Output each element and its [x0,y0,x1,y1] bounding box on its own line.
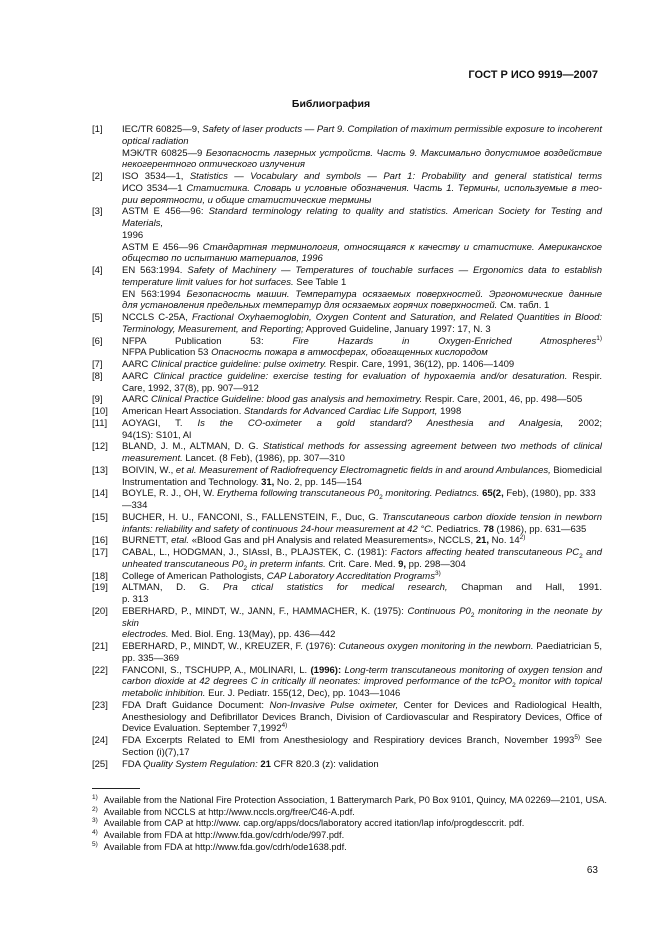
reference-text: некогерентного оптического излучения [122,159,305,171]
reference-text: Terminology, Measurement, and Reporting; [122,323,304,335]
reference-text: electrodes. [122,629,169,641]
reference-line [122,324,602,336]
reference-line [122,582,602,594]
reference-text: ISO 3534—1, [122,171,190,182]
reference-text: See Table 1 [293,276,347,288]
reference-text: 1996 [122,229,144,241]
reference-text: Section (i)(7),17 [122,746,190,758]
reference-item [92,312,602,336]
footnote-text: Available from CAP at http://www. cap.org/apps/docs/laboratory accred itation/lap info/progdesccrit. pdf. [103,818,525,829]
reference-line [122,547,602,559]
reference-line [122,394,602,406]
reference-text: 94(1S): S101, Al [122,429,192,441]
footnote-mark: 1) [92,794,98,802]
reference-line [122,465,602,477]
reference-text: CABAL, L., HODGMAN, J., SIAssI, B., PLAJSTEK, C. (1981): [122,547,391,558]
reference-text: AARC [122,370,154,382]
reference-line [122,371,602,383]
footnote [92,842,612,854]
reference-text: Standard terminology relating to quality and statistics. American Society for Testing and Materials, [122,206,602,229]
reference-text: 78 [483,523,494,535]
reference-text: Стандартная терминология, относящаяся к качеству и статистике. Американское [202,241,603,253]
reference-text: College of American Pathologists, [122,570,267,582]
reference-text: Fire Hazards in Oxygen-Enriched Atmospheres [292,335,597,347]
reference-line [122,559,602,571]
reference-line [122,594,602,606]
reference-number: [10] [92,406,108,417]
reference-text: Non-Invasive Pulse oximeter, [269,699,399,711]
reference-text: et al. Measurement of Radiofrequency Electromagnetic fields in and around Ambulances, [175,464,551,476]
reference-number: [1] [92,124,103,135]
reference-line [122,289,602,301]
reference-line [122,430,602,442]
reference-item [92,359,602,371]
footnote-mark: 4) [92,828,98,836]
reference-line [122,124,602,136]
reference-number: [14] [92,488,108,500]
reference-line [122,453,602,465]
reference-text: (1986), pp. 631—635 [493,523,587,535]
reference-line [122,723,602,735]
reference-text: Cutaneous oxygen monitoring in the newborn. [338,641,534,652]
reference-text: monitoring in the neonate by skin [122,605,602,629]
reference-number: [4] [92,265,103,276]
reference-text: 2 [243,564,248,572]
reference-text: AOYAGI, T. [122,417,198,429]
footnote-mark: 3) [92,817,98,825]
reference-line [122,253,602,265]
reference-text: BUCHER, H. U., FANCONI, S., FALLENSTEIN, F., Duc, G. [122,511,383,523]
reference-text: 2 [379,494,383,502]
reference-text: FDA [122,758,144,770]
reference-number: [2] [92,171,103,182]
footnote-text: Available from FDA at http://www.fda.gov/cdrh/ode/997.pdf. [103,830,345,841]
footnote-divider [92,788,140,789]
reference-text: measurement. [122,453,183,464]
reference-number: [21] [92,641,108,652]
reference-line [122,242,602,254]
reference-number: [20] [92,605,108,617]
reference-text: Safety of laser products — Part 9. Compilation of maximum permissible exposure to incoherent [202,124,602,135]
reference-text: Device Evaluation. September 7,1992 [122,723,282,735]
reference-line [122,688,602,700]
reference-text: 31, [261,476,275,488]
reference-text: ASTM E 456—96: [122,206,209,218]
reference-text: pp. 298—304 [406,558,466,570]
reference-number: [24] [92,735,108,746]
reference-line [122,171,602,183]
reference-number: [25] [92,758,108,770]
reference-text: BOYLE, R. J., OH, W. [122,488,218,500]
reference-line [122,512,602,524]
reference-item [92,571,602,583]
footnotes [92,795,612,853]
reference-number: [3] [92,206,103,218]
reference-text: FDA Excerpts Related to EMI from Anesthesiology and Respiratiory devices Branch, November 1993 [122,735,575,746]
footnote-mark: 4) [281,722,288,730]
reference-line [122,477,602,489]
reference-line [122,629,602,641]
footnote-mark: 5) [92,840,98,848]
reference-line [122,535,602,547]
reference-text: Is the CO-oximeter a gold standard? Anesthesia and Analgesia, [197,417,564,429]
reference-text: Statistical methods for assessing agreement between two methods of clinical [262,441,602,453]
reference-item [92,171,602,206]
reference-text: infants: reliability and safety of continuous 24-hour measurement at 42 °C. [122,523,434,535]
reference-item [92,406,602,418]
reference-text: для установления предельных температур для осязаемых горячих поверхностей. [122,300,498,312]
reference-text: 21 [260,758,271,770]
reference-text: Pediatrics. [433,523,484,535]
reference-item [92,547,602,571]
reference-line [122,406,602,418]
reference-text: AARC [122,394,152,406]
reference-text: Erythema following transcutaneous P0 [217,488,380,500]
reference-item [92,488,602,512]
footnote-mark: 2) [519,534,526,542]
reference-text: monitor with topical [515,676,602,688]
reference-number: [15] [92,511,108,523]
reference-text: Crit. Care. Med. [325,558,399,570]
reference-text: Approved Guideline, January 1997: 17, N. 3 [303,323,491,335]
reference-text: carbon dioxide at 42 degrees C in critically ill neonates: improved performance of the tcPO [122,676,513,688]
reference-number: [11] [92,417,108,429]
footnote [92,795,612,807]
reference-text: Transcutaneous carbon dioxide tension in newborn [382,511,602,523]
reference-text: AARC [122,359,152,370]
reference-line [122,136,602,148]
reference-text: Safety of Machinery — Temperatures of touchable surfaces — Ergonomics data to establish [187,265,602,276]
reference-text: Continuous P0 [407,605,471,617]
reference-text: and [582,547,603,558]
reference-text: Statistics — Vocabulary and symbols — Part 1: Probability and general statistical terms [189,171,603,182]
reference-text: BURNETT, [122,535,172,547]
reference-text: 21, [475,535,490,547]
reference-item [92,465,602,489]
reference-text: Factors affecting heated transcutaneous PC [390,547,580,558]
reference-text: monitoring. Pediatncs. [382,488,480,500]
reference-text: Eur. J. Pediatr. 155(12, Dec), pp. 1043—1046 [205,688,401,699]
footnote-mark: 5) [574,733,581,741]
reference-text: Fractional Oxyhaemoglobin, Oxygen Content and Saturation, and Related Quantities in Blood: [191,312,602,323]
reference-text: 65(2, [482,488,504,500]
reference-line [122,265,602,277]
reference-text: BOIVIN, W., [122,464,176,476]
reference-line [122,735,602,747]
footnote-mark: 1) [596,334,602,342]
reference-text: ASTM E 456—96 [122,241,203,253]
reference-line [122,159,602,171]
reference-text: Paediatrician 5, [533,641,602,652]
reference-item [92,665,602,700]
footnote-mark: 3) [434,569,441,577]
reference-number: [17] [92,547,108,558]
reference-item [92,700,602,735]
reference-text: p. 313 [122,594,149,605]
reference-number: [16] [92,535,108,547]
reference-text: NCCLS C-25A, [122,312,192,323]
reference-text: общество по испытанию материалов, 1996 [122,253,323,265]
reference-number: [22] [92,664,108,676]
reference-text: 2 [470,611,475,619]
reference-text: Clinical practice guideline: pulse oximetry. [151,359,327,370]
reference-number: [18] [92,570,108,582]
reference-text: EBERHARD, P., MINDT, W., JANN, F., HAMMACHER, K. (1975): [122,605,408,617]
reference-text: Lancet. (8 Feb), (1986), pp. 307—310 [182,453,345,464]
reference-item [92,735,602,759]
reference-line [122,665,602,677]
reference-text: metabolic inhibition. [122,688,206,699]
reference-text: NFPA Publication 53: [122,335,293,347]
reference-text: optical radiation [122,135,189,147]
reference-item [92,371,602,395]
reference-text: pp. 335—369 [122,652,180,664]
reference-text: CFR 820.3 (z): validation [270,758,379,770]
page-number: 63 [586,865,598,877]
reference-text: Pra ctical statistics for medical research, [222,582,448,594]
reference-text: BLAND, J. M., ALTMAN, D. G. [122,441,263,453]
reference-text: Instrumentation and Technology. [122,476,262,488]
reference-line [122,277,602,289]
reference-text: ALTMAN, D. G. [122,582,223,594]
reference-line [122,606,602,630]
bibliography-list [92,124,602,770]
reference-line [122,195,602,207]
reference-number: [5] [92,312,103,323]
reference-line [122,712,602,724]
footnote-text: Available from the National Fire Protection Association, 1 Batterymarch Park, P0 Box 9101, Quincy, MA 02269—2101, USA. [103,795,607,806]
reference-item [92,418,602,442]
reference-item [92,394,602,406]
reference-text: Clinical practice guideline: exercise testing for evaluation of hypoxaemia and/or desaturation. [153,370,568,382]
reference-text: Безопасность лазерных устройств. Часть 9. Максимально допустимое воздействие [205,147,603,159]
reference-text: in preterm infants. [247,558,326,570]
reference-text: рии вероятности, и общие статистические термины [122,194,372,206]
reference-text: Anesthesiology and Defibrillator Devices Branch, Division of Cardiovascular and Respiratory Devices, Office of [122,711,602,723]
footnote-mark: 2) [92,805,98,813]
reference-text: См. табл. 1 [497,300,550,312]
reference-text: Care, 1992, 37(8), pp. 907—912 [122,382,259,394]
reference-item [92,336,602,360]
reference-line [122,488,602,512]
reference-text: 9, [398,558,407,570]
reference-line [122,383,602,395]
reference-text: Respir. [567,370,602,382]
reference-text: 2002; [563,417,602,429]
reference-number: [9] [92,394,103,406]
reference-text: Center for Devices and Radiological Health, [398,699,602,711]
reference-line [122,700,602,712]
reference-item [92,606,602,641]
reference-item [92,206,602,265]
reference-line [122,676,602,688]
reference-text: FDA Draft Guidance Document: [122,699,270,711]
reference-text: Standards for Advanced Cardiac Life Support, [243,406,438,417]
reference-item [92,582,602,606]
reference-line [122,206,602,230]
reference-item [92,441,602,465]
reference-line [122,571,602,583]
reference-text: Long-term transcutaneous monitoring of oxygen tension and [341,664,602,676]
reference-item [92,535,602,547]
reference-text: See [580,735,602,746]
reference-text: temperature limit values for hot surfaces. [122,276,294,288]
reference-text: No. 2, pp. 145—154 [274,476,362,488]
reference-text: Clinical Practice Guideline: blood gas analysis and hemoximetry. [151,394,423,406]
reference-text: 2 [579,552,583,560]
page-title: Библиография [291,98,371,110]
reference-text: Безопасность машин. Температура осязаемых поверхностей. Эргономические данные [186,288,602,300]
reference-text: Chapman and Hall, 1991. [447,582,602,594]
reference-text: Feb), (1980), pp. 333—334 [122,488,596,511]
reference-line [122,148,602,160]
reference-line [122,183,602,195]
reference-text: Respir. Care, 2001, 46, pp. 498—505 [422,394,583,406]
reference-text: FANCONI, S., TSCHUPP, A., M0LINARI, L. [122,664,311,676]
reference-text: EN 563:1994. [122,265,188,276]
reference-line [122,347,602,359]
reference-text: Quality System Regulation: [143,758,258,770]
reference-item [92,265,602,312]
reference-line [122,336,602,348]
reference-line [122,759,602,771]
footnote [92,830,612,842]
reference-text: (1996): [310,664,342,676]
reference-text: etal. [171,535,190,547]
reference-text: CAP Laboratory Accreditation Programs [266,570,435,582]
reference-line [122,312,602,324]
reference-line [122,641,602,653]
reference-line [122,747,602,759]
reference-item [92,512,602,536]
reference-text: Med. Biol. Eng. 13(May), pp. 436—442 [168,629,336,641]
reference-text: American Heart Association. [122,406,244,417]
reference-text: «Blood Gas and pH Analysis and related Measurements», NCCLS, [189,535,476,547]
reference-text: МЭК/TR 60825—9 [122,147,206,159]
reference-number: [12] [92,441,108,453]
footnote [92,818,612,830]
reference-text: Опасность пожара в атмосферах, обогащенных кислородом [211,347,488,359]
footnote-text: Available from NCCLS at http://www.nccls.org/free/C46-A.pdf. [103,806,355,817]
reference-text: Biomedicial [550,464,603,476]
reference-item [92,124,602,171]
document-code-header: ГОСТ Р ИСО 9919—2007 [468,69,598,81]
reference-line [122,230,602,242]
reference-line [122,653,602,665]
reference-text: Статистика. Словарь и условные обозначения. Часть 1. Термины, используемые в тео- [186,182,602,194]
reference-line [122,441,602,453]
reference-text: 2 [512,682,516,690]
reference-text: Respir. Care, 1991, 36(12), pp. 1406—1409 [326,359,515,370]
reference-text: IEC/TR 60825—9, [122,124,203,135]
reference-text: ИСО 3534—1 [122,182,187,194]
reference-item [92,641,602,665]
reference-text: unheated transcutaneous P0 [122,558,244,570]
reference-text: No. 14 [489,535,520,547]
reference-text: EN 563:1994 [122,288,187,300]
reference-line [122,359,602,371]
reference-number: [19] [92,582,108,594]
reference-line [122,418,602,430]
footnote [92,807,612,819]
reference-item [92,759,602,771]
reference-number: [8] [92,370,103,382]
reference-text: EBERHARD, P., MINDT, W., KREUZER, F. (1976): [122,641,339,652]
reference-text: 1998 [437,406,462,417]
reference-number: [7] [92,359,103,370]
reference-line [122,524,602,536]
reference-number: [13] [92,464,108,476]
reference-number: [6] [92,335,103,347]
reference-number: [23] [92,699,108,711]
footnote-text: Available from FDA at http://www.fda.gov/cdrh/ode1638.pdf. [103,841,347,852]
reference-text: NFPA Publication 53 [122,347,212,359]
reference-line [122,300,602,312]
